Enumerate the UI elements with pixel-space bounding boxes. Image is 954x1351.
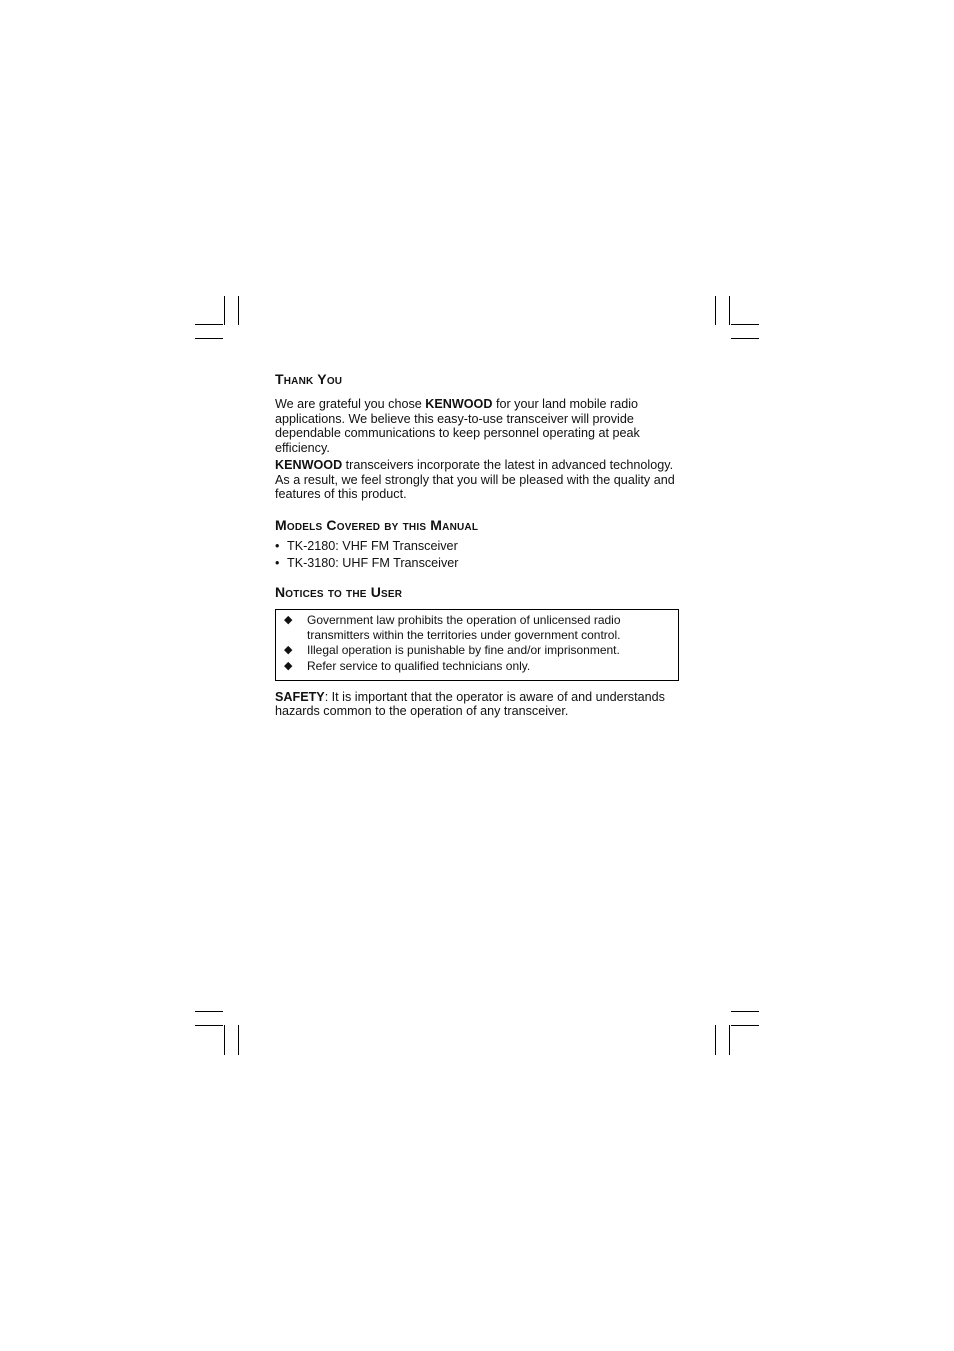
- notice-item: [284, 613, 668, 643]
- diamond-bullet-icon: ◆: [284, 613, 293, 626]
- notice-item: [284, 659, 668, 674]
- bullet: •: [275, 555, 280, 570]
- notice-item: [284, 643, 668, 658]
- list-item: [275, 555, 685, 572]
- crop-mark: [238, 296, 239, 325]
- diamond-bullet-icon: ◆: [284, 659, 293, 672]
- models-list: [275, 538, 685, 572]
- page-content: [275, 370, 685, 719]
- thank-you-heading: Thank You: [275, 371, 343, 387]
- crop-mark: [715, 1025, 716, 1055]
- model-text: TK-2180: VHF FM Transceiver: [287, 538, 458, 553]
- crop-mark: [731, 1011, 759, 1012]
- crop-mark: [224, 296, 225, 325]
- crop-mark: [731, 338, 759, 339]
- crop-mark: [729, 1025, 730, 1055]
- crop-mark: [195, 338, 223, 339]
- crop-mark: [238, 1025, 239, 1055]
- brand-name: KENWOOD: [275, 457, 343, 472]
- brand-name: KENWOOD: [425, 397, 493, 411]
- diamond-bullet-icon: ◆: [284, 644, 293, 657]
- notices-heading: Notices to the User: [275, 583, 403, 600]
- crop-mark: [715, 296, 716, 325]
- crop-mark: [195, 324, 223, 325]
- notice-text: Refer service to qualified technicians only.: [307, 658, 531, 673]
- bullet: •: [275, 538, 280, 553]
- crop-mark: [195, 1025, 223, 1026]
- thank-you-paragraph-1: [275, 397, 685, 456]
- crop-mark: [729, 296, 730, 325]
- notice-text: Illegal operation is punishable by fine and/or imprisonment.: [307, 643, 620, 658]
- model-text: TK-3180: UHF FM Transceiver: [287, 555, 459, 570]
- text: transceivers incorporate the latest in advanced technology. As a result, we feel strongly that you will be pleased with the quality and features of this product.: [275, 457, 675, 502]
- text: We are grateful you chose: [275, 397, 426, 411]
- crop-mark: [195, 1011, 223, 1012]
- notice-text: Government law prohibits the operation of unlicensed radio transmitters within the territories under government control.: [307, 612, 621, 642]
- text: for your land mobile radio applications. We believe this easy-to-use transceiver will provide dependable communications to keep personnel operating at peak efficiency.: [275, 397, 640, 456]
- crop-mark: [224, 1025, 225, 1055]
- notice-box: [275, 609, 679, 681]
- safety-text: : It is important that the operator is aware of and understands hazards common to the operation of any transceiver.: [275, 689, 665, 719]
- safety-paragraph: [275, 690, 685, 719]
- crop-mark: [731, 324, 759, 325]
- list-item: [275, 538, 685, 555]
- crop-mark: [731, 1025, 759, 1026]
- thank-you-paragraph-2: [275, 458, 685, 502]
- safety-label: SAFETY: [275, 689, 325, 704]
- models-heading: Models Covered by this Manual: [275, 516, 479, 533]
